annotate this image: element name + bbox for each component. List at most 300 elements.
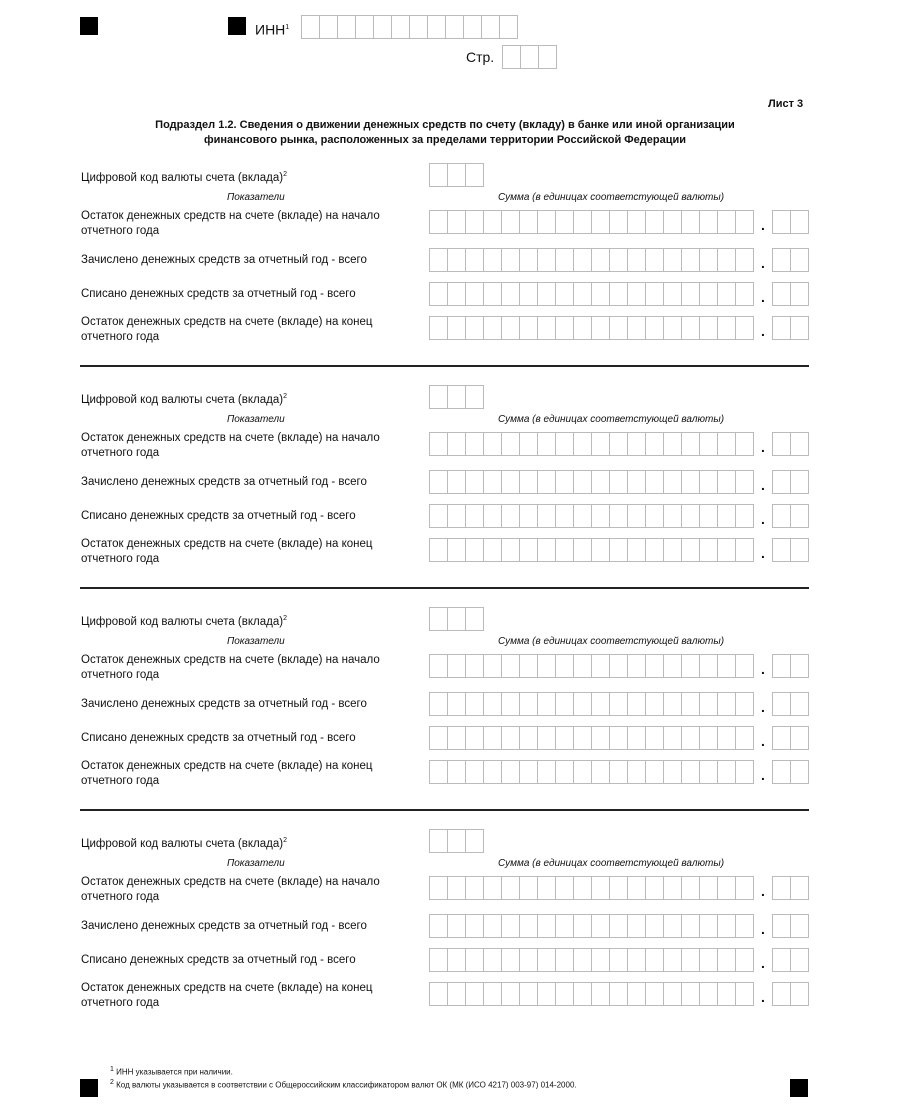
digit-cell[interactable] xyxy=(429,282,448,306)
digit-cell[interactable] xyxy=(681,538,700,562)
digit-cell[interactable] xyxy=(772,432,791,456)
digit-cell[interactable] xyxy=(735,248,754,272)
digit-cell[interactable] xyxy=(772,914,791,938)
digit-cell[interactable] xyxy=(483,914,502,938)
digit-cell[interactable] xyxy=(519,470,538,494)
digit-cell[interactable] xyxy=(735,316,754,340)
digit-cell[interactable] xyxy=(447,692,466,716)
digit-cell[interactable] xyxy=(663,654,682,678)
digit-cell[interactable] xyxy=(483,470,502,494)
digit-cell[interactable] xyxy=(591,726,610,750)
digit-cell[interactable] xyxy=(555,210,574,234)
digit-cell[interactable] xyxy=(609,726,628,750)
digit-cell[interactable] xyxy=(429,248,448,272)
digit-cell[interactable] xyxy=(645,948,664,972)
digit-cell[interactable] xyxy=(573,248,592,272)
digit-cell[interactable] xyxy=(627,876,646,900)
digit-cell[interactable] xyxy=(501,504,520,528)
digit-cell[interactable] xyxy=(717,692,736,716)
digit-cell[interactable] xyxy=(429,760,448,784)
digit-cell[interactable] xyxy=(519,760,538,784)
digit-cell[interactable] xyxy=(573,692,592,716)
digit-cell[interactable] xyxy=(681,210,700,234)
digit-cell[interactable] xyxy=(772,282,791,306)
digit-cell[interactable] xyxy=(717,982,736,1006)
sum-fraction-input[interactable] xyxy=(772,876,808,900)
digit-cell[interactable] xyxy=(537,248,556,272)
digit-cell[interactable] xyxy=(699,282,718,306)
digit-cell[interactable] xyxy=(538,45,557,69)
digit-cell[interactable] xyxy=(555,470,574,494)
digit-cell[interactable] xyxy=(699,876,718,900)
digit-cell[interactable] xyxy=(447,163,466,187)
digit-cell[interactable] xyxy=(373,15,392,39)
digit-cell[interactable] xyxy=(717,470,736,494)
digit-cell[interactable] xyxy=(537,982,556,1006)
digit-cell[interactable] xyxy=(609,210,628,234)
digit-cell[interactable] xyxy=(319,15,338,39)
digit-cell[interactable] xyxy=(735,982,754,1006)
digit-cell[interactable] xyxy=(501,538,520,562)
digit-cell[interactable] xyxy=(645,316,664,340)
sum-fraction-input[interactable] xyxy=(772,654,808,678)
digit-cell[interactable] xyxy=(429,982,448,1006)
digit-cell[interactable] xyxy=(465,316,484,340)
sum-fraction-input[interactable] xyxy=(772,282,808,306)
digit-cell[interactable] xyxy=(717,654,736,678)
digit-cell[interactable] xyxy=(483,876,502,900)
digit-cell[interactable] xyxy=(663,470,682,494)
digit-cell[interactable] xyxy=(699,692,718,716)
digit-cell[interactable] xyxy=(790,876,809,900)
digit-cell[interactable] xyxy=(645,538,664,562)
digit-cell[interactable] xyxy=(699,982,718,1006)
currency-code-input[interactable] xyxy=(429,829,483,853)
digit-cell[interactable] xyxy=(501,982,520,1006)
digit-cell[interactable] xyxy=(555,316,574,340)
digit-cell[interactable] xyxy=(429,692,448,716)
digit-cell[interactable] xyxy=(717,876,736,900)
sum-integer-input[interactable] xyxy=(429,470,753,494)
digit-cell[interactable] xyxy=(717,760,736,784)
page-number-input[interactable] xyxy=(502,45,556,69)
sum-fraction-input[interactable] xyxy=(772,538,808,562)
digit-cell[interactable] xyxy=(735,914,754,938)
sum-integer-input[interactable] xyxy=(429,726,753,750)
digit-cell[interactable] xyxy=(501,210,520,234)
digit-cell[interactable] xyxy=(555,876,574,900)
digit-cell[interactable] xyxy=(483,948,502,972)
digit-cell[interactable] xyxy=(663,948,682,972)
digit-cell[interactable] xyxy=(447,982,466,1006)
digit-cell[interactable] xyxy=(699,316,718,340)
digit-cell[interactable] xyxy=(609,282,628,306)
digit-cell[interactable] xyxy=(465,876,484,900)
digit-cell[interactable] xyxy=(772,726,791,750)
digit-cell[interactable] xyxy=(445,15,464,39)
digit-cell[interactable] xyxy=(627,760,646,784)
digit-cell[interactable] xyxy=(772,948,791,972)
digit-cell[interactable] xyxy=(663,210,682,234)
digit-cell[interactable] xyxy=(681,248,700,272)
sum-integer-input[interactable] xyxy=(429,248,753,272)
sum-fraction-input[interactable] xyxy=(772,726,808,750)
digit-cell[interactable] xyxy=(699,210,718,234)
digit-cell[interactable] xyxy=(519,876,538,900)
digit-cell[interactable] xyxy=(591,982,610,1006)
digit-cell[interactable] xyxy=(447,607,466,631)
digit-cell[interactable] xyxy=(627,210,646,234)
digit-cell[interactable] xyxy=(609,470,628,494)
digit-cell[interactable] xyxy=(699,248,718,272)
digit-cell[interactable] xyxy=(447,248,466,272)
digit-cell[interactable] xyxy=(501,432,520,456)
digit-cell[interactable] xyxy=(501,470,520,494)
digit-cell[interactable] xyxy=(699,504,718,528)
digit-cell[interactable] xyxy=(537,692,556,716)
digit-cell[interactable] xyxy=(681,316,700,340)
digit-cell[interactable] xyxy=(337,15,356,39)
digit-cell[interactable] xyxy=(483,538,502,562)
digit-cell[interactable] xyxy=(699,538,718,562)
sum-integer-input[interactable] xyxy=(429,210,753,234)
digit-cell[interactable] xyxy=(447,470,466,494)
digit-cell[interactable] xyxy=(520,45,539,69)
digit-cell[interactable] xyxy=(537,876,556,900)
digit-cell[interactable] xyxy=(501,760,520,784)
digit-cell[interactable] xyxy=(537,470,556,494)
digit-cell[interactable] xyxy=(681,504,700,528)
digit-cell[interactable] xyxy=(501,726,520,750)
digit-cell[interactable] xyxy=(555,654,574,678)
digit-cell[interactable] xyxy=(447,316,466,340)
digit-cell[interactable] xyxy=(537,282,556,306)
digit-cell[interactable] xyxy=(645,470,664,494)
digit-cell[interactable] xyxy=(429,876,448,900)
digit-cell[interactable] xyxy=(465,914,484,938)
digit-cell[interactable] xyxy=(555,726,574,750)
digit-cell[interactable] xyxy=(627,432,646,456)
digit-cell[interactable] xyxy=(699,432,718,456)
digit-cell[interactable] xyxy=(409,15,428,39)
currency-code-input[interactable] xyxy=(429,163,483,187)
digit-cell[interactable] xyxy=(429,385,448,409)
digit-cell[interactable] xyxy=(735,538,754,562)
digit-cell[interactable] xyxy=(591,282,610,306)
digit-cell[interactable] xyxy=(537,760,556,784)
digit-cell[interactable] xyxy=(627,654,646,678)
digit-cell[interactable] xyxy=(465,248,484,272)
digit-cell[interactable] xyxy=(735,760,754,784)
digit-cell[interactable] xyxy=(772,654,791,678)
digit-cell[interactable] xyxy=(537,316,556,340)
digit-cell[interactable] xyxy=(483,982,502,1006)
digit-cell[interactable] xyxy=(790,538,809,562)
digit-cell[interactable] xyxy=(573,470,592,494)
sum-integer-input[interactable] xyxy=(429,504,753,528)
digit-cell[interactable] xyxy=(465,470,484,494)
digit-cell[interactable] xyxy=(645,914,664,938)
digit-cell[interactable] xyxy=(465,948,484,972)
digit-cell[interactable] xyxy=(627,726,646,750)
digit-cell[interactable] xyxy=(537,654,556,678)
digit-cell[interactable] xyxy=(645,210,664,234)
digit-cell[interactable] xyxy=(663,982,682,1006)
digit-cell[interactable] xyxy=(591,760,610,784)
digit-cell[interactable] xyxy=(663,538,682,562)
digit-cell[interactable] xyxy=(772,470,791,494)
digit-cell[interactable] xyxy=(772,876,791,900)
digit-cell[interactable] xyxy=(645,432,664,456)
digit-cell[interactable] xyxy=(609,982,628,1006)
digit-cell[interactable] xyxy=(790,948,809,972)
digit-cell[interactable] xyxy=(717,726,736,750)
digit-cell[interactable] xyxy=(627,914,646,938)
digit-cell[interactable] xyxy=(465,726,484,750)
digit-cell[interactable] xyxy=(429,163,448,187)
digit-cell[interactable] xyxy=(772,538,791,562)
digit-cell[interactable] xyxy=(735,876,754,900)
digit-cell[interactable] xyxy=(609,914,628,938)
digit-cell[interactable] xyxy=(591,316,610,340)
digit-cell[interactable] xyxy=(663,282,682,306)
digit-cell[interactable] xyxy=(735,432,754,456)
digit-cell[interactable] xyxy=(627,248,646,272)
digit-cell[interactable] xyxy=(573,282,592,306)
digit-cell[interactable] xyxy=(447,914,466,938)
sum-fraction-input[interactable] xyxy=(772,914,808,938)
digit-cell[interactable] xyxy=(663,504,682,528)
digit-cell[interactable] xyxy=(555,948,574,972)
digit-cell[interactable] xyxy=(735,948,754,972)
digit-cell[interactable] xyxy=(429,538,448,562)
digit-cell[interactable] xyxy=(465,982,484,1006)
digit-cell[interactable] xyxy=(681,876,700,900)
digit-cell[interactable] xyxy=(447,948,466,972)
sum-fraction-input[interactable] xyxy=(772,432,808,456)
digit-cell[interactable] xyxy=(609,760,628,784)
sum-fraction-input[interactable] xyxy=(772,210,808,234)
sum-integer-input[interactable] xyxy=(429,948,753,972)
digit-cell[interactable] xyxy=(573,760,592,784)
sum-fraction-input[interactable] xyxy=(772,504,808,528)
digit-cell[interactable] xyxy=(772,504,791,528)
digit-cell[interactable] xyxy=(537,726,556,750)
sum-fraction-input[interactable] xyxy=(772,470,808,494)
digit-cell[interactable] xyxy=(465,432,484,456)
digit-cell[interactable] xyxy=(772,248,791,272)
digit-cell[interactable] xyxy=(429,607,448,631)
digit-cell[interactable] xyxy=(429,914,448,938)
digit-cell[interactable] xyxy=(519,432,538,456)
digit-cell[interactable] xyxy=(591,538,610,562)
digit-cell[interactable] xyxy=(681,470,700,494)
digit-cell[interactable] xyxy=(699,726,718,750)
digit-cell[interactable] xyxy=(663,432,682,456)
digit-cell[interactable] xyxy=(555,538,574,562)
digit-cell[interactable] xyxy=(790,316,809,340)
digit-cell[interactable] xyxy=(735,654,754,678)
digit-cell[interactable] xyxy=(447,282,466,306)
sum-fraction-input[interactable] xyxy=(772,316,808,340)
digit-cell[interactable] xyxy=(537,948,556,972)
digit-cell[interactable] xyxy=(591,470,610,494)
digit-cell[interactable] xyxy=(609,432,628,456)
digit-cell[interactable] xyxy=(645,876,664,900)
digit-cell[interactable] xyxy=(591,210,610,234)
digit-cell[interactable] xyxy=(681,654,700,678)
digit-cell[interactable] xyxy=(591,432,610,456)
digit-cell[interactable] xyxy=(429,504,448,528)
currency-code-input[interactable] xyxy=(429,385,483,409)
digit-cell[interactable] xyxy=(447,829,466,853)
digit-cell[interactable] xyxy=(447,210,466,234)
digit-cell[interactable] xyxy=(699,470,718,494)
digit-cell[interactable] xyxy=(465,692,484,716)
digit-cell[interactable] xyxy=(790,760,809,784)
digit-cell[interactable] xyxy=(573,432,592,456)
sum-integer-input[interactable] xyxy=(429,876,753,900)
digit-cell[interactable] xyxy=(519,538,538,562)
sum-integer-input[interactable] xyxy=(429,692,753,716)
digit-cell[interactable] xyxy=(499,15,518,39)
digit-cell[interactable] xyxy=(483,692,502,716)
sum-fraction-input[interactable] xyxy=(772,948,808,972)
digit-cell[interactable] xyxy=(501,948,520,972)
digit-cell[interactable] xyxy=(717,538,736,562)
digit-cell[interactable] xyxy=(681,726,700,750)
digit-cell[interactable] xyxy=(627,692,646,716)
digit-cell[interactable] xyxy=(790,726,809,750)
digit-cell[interactable] xyxy=(609,948,628,972)
digit-cell[interactable] xyxy=(465,760,484,784)
digit-cell[interactable] xyxy=(790,914,809,938)
digit-cell[interactable] xyxy=(483,282,502,306)
digit-cell[interactable] xyxy=(699,914,718,938)
digit-cell[interactable] xyxy=(645,282,664,306)
digit-cell[interactable] xyxy=(429,654,448,678)
digit-cell[interactable] xyxy=(447,538,466,562)
digit-cell[interactable] xyxy=(573,982,592,1006)
digit-cell[interactable] xyxy=(627,948,646,972)
digit-cell[interactable] xyxy=(501,316,520,340)
digit-cell[interactable] xyxy=(429,948,448,972)
digit-cell[interactable] xyxy=(699,654,718,678)
digit-cell[interactable] xyxy=(772,982,791,1006)
digit-cell[interactable] xyxy=(483,726,502,750)
digit-cell[interactable] xyxy=(627,982,646,1006)
digit-cell[interactable] xyxy=(681,432,700,456)
digit-cell[interactable] xyxy=(465,504,484,528)
digit-cell[interactable] xyxy=(555,248,574,272)
digit-cell[interactable] xyxy=(519,210,538,234)
digit-cell[interactable] xyxy=(429,210,448,234)
sum-fraction-input[interactable] xyxy=(772,760,808,784)
digit-cell[interactable] xyxy=(355,15,374,39)
digit-cell[interactable] xyxy=(573,316,592,340)
digit-cell[interactable] xyxy=(772,316,791,340)
digit-cell[interactable] xyxy=(519,948,538,972)
digit-cell[interactable] xyxy=(555,914,574,938)
sum-fraction-input[interactable] xyxy=(772,692,808,716)
digit-cell[interactable] xyxy=(447,654,466,678)
digit-cell[interactable] xyxy=(573,948,592,972)
digit-cell[interactable] xyxy=(645,654,664,678)
sum-integer-input[interactable] xyxy=(429,914,753,938)
digit-cell[interactable] xyxy=(502,45,521,69)
sum-integer-input[interactable] xyxy=(429,432,753,456)
digit-cell[interactable] xyxy=(627,504,646,528)
digit-cell[interactable] xyxy=(501,876,520,900)
digit-cell[interactable] xyxy=(573,914,592,938)
digit-cell[interactable] xyxy=(429,432,448,456)
digit-cell[interactable] xyxy=(501,914,520,938)
sum-fraction-input[interactable] xyxy=(772,248,808,272)
digit-cell[interactable] xyxy=(555,692,574,716)
digit-cell[interactable] xyxy=(772,692,791,716)
digit-cell[interactable] xyxy=(663,726,682,750)
digit-cell[interactable] xyxy=(717,504,736,528)
digit-cell[interactable] xyxy=(645,504,664,528)
digit-cell[interactable] xyxy=(483,316,502,340)
digit-cell[interactable] xyxy=(537,914,556,938)
digit-cell[interactable] xyxy=(591,248,610,272)
digit-cell[interactable] xyxy=(790,210,809,234)
digit-cell[interactable] xyxy=(609,316,628,340)
digit-cell[interactable] xyxy=(591,504,610,528)
digit-cell[interactable] xyxy=(483,248,502,272)
digit-cell[interactable] xyxy=(519,726,538,750)
digit-cell[interactable] xyxy=(699,760,718,784)
digit-cell[interactable] xyxy=(501,654,520,678)
digit-cell[interactable] xyxy=(519,316,538,340)
digit-cell[interactable] xyxy=(681,948,700,972)
sum-integer-input[interactable] xyxy=(429,282,753,306)
digit-cell[interactable] xyxy=(483,654,502,678)
digit-cell[interactable] xyxy=(735,210,754,234)
digit-cell[interactable] xyxy=(555,760,574,784)
digit-cell[interactable] xyxy=(391,15,410,39)
digit-cell[interactable] xyxy=(555,282,574,306)
digit-cell[interactable] xyxy=(645,726,664,750)
digit-cell[interactable] xyxy=(735,504,754,528)
digit-cell[interactable] xyxy=(790,692,809,716)
digit-cell[interactable] xyxy=(555,982,574,1006)
digit-cell[interactable] xyxy=(717,248,736,272)
digit-cell[interactable] xyxy=(573,504,592,528)
digit-cell[interactable] xyxy=(501,282,520,306)
digit-cell[interactable] xyxy=(627,316,646,340)
digit-cell[interactable] xyxy=(519,248,538,272)
digit-cell[interactable] xyxy=(483,504,502,528)
digit-cell[interactable] xyxy=(519,692,538,716)
digit-cell[interactable] xyxy=(591,692,610,716)
digit-cell[interactable] xyxy=(627,470,646,494)
digit-cell[interactable] xyxy=(790,248,809,272)
digit-cell[interactable] xyxy=(663,760,682,784)
digit-cell[interactable] xyxy=(663,316,682,340)
digit-cell[interactable] xyxy=(717,282,736,306)
digit-cell[interactable] xyxy=(447,726,466,750)
digit-cell[interactable] xyxy=(427,15,446,39)
digit-cell[interactable] xyxy=(465,210,484,234)
digit-cell[interactable] xyxy=(537,504,556,528)
digit-cell[interactable] xyxy=(645,692,664,716)
digit-cell[interactable] xyxy=(447,876,466,900)
digit-cell[interactable] xyxy=(735,692,754,716)
digit-cell[interactable] xyxy=(429,726,448,750)
digit-cell[interactable] xyxy=(609,654,628,678)
